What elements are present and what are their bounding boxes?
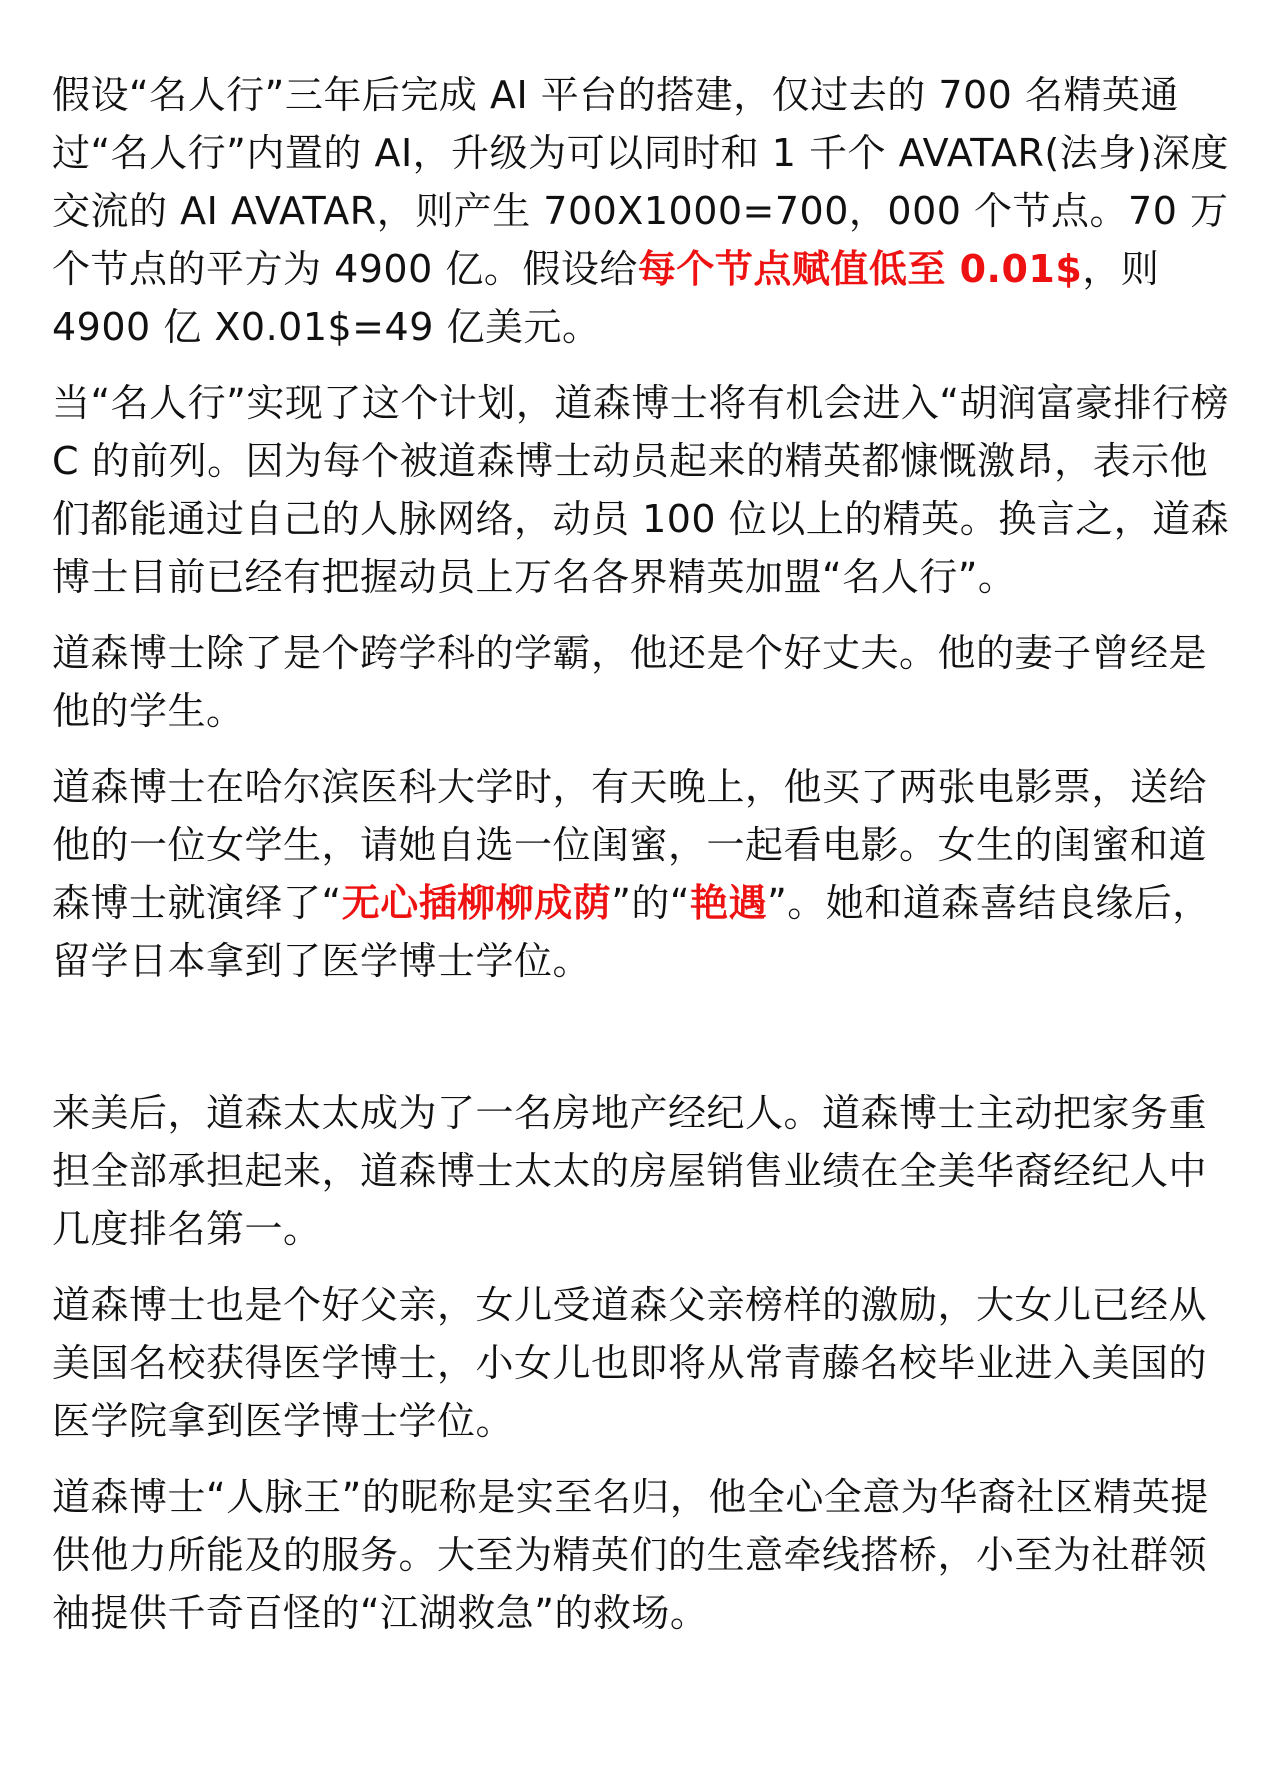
highlight-encounter: 艳遇 bbox=[690, 881, 768, 925]
paragraph-harbin-story bbox=[52, 758, 1242, 990]
paragraph-text: ，则 4900 亿 X0.01$=49 亿美元。 bbox=[52, 247, 1160, 349]
paragraph-wife-realtor: 来美后，道森太太成为了一名房地产经纪人。道森博士主动把家务重担全部承担起来，道森博士太太的房屋销售业绩在全美华裔经纪人中几度排名第一。 bbox=[52, 1091, 1208, 1251]
paragraph-good-husband: 道森博士除了是个跨学科的学霸，他还是个好丈夫。他的妻子曾经是他的学生。 bbox=[52, 631, 1208, 733]
paragraph-text: ”。她和道森喜结良缘后，留学日本拿到了医学博士学位。 bbox=[52, 881, 1211, 983]
highlight-node-value: 每个节点赋值低至 0.01$ bbox=[637, 247, 1083, 291]
paragraph-hurun-ranking: 当“名人行”实现了这个计划，道森博士将有机会进入“胡润富豪排行榜 C 的前列。因为每个被道森博士动员起来的精英都慷慨激昂，表示他们都能通过自己的人脉网络，动员 100 位以上的精英。换言之，道森博士目前已经有把握动员上万名各界精英加盟“名人行”。 bbox=[52, 381, 1230, 599]
article-body bbox=[52, 66, 1242, 1660]
paragraph-text: 道森博士在哈尔滨医科大学时，有天晚上，他买了两张电影票，送给他的一位女学生，请她自选一位闺蜜，一起看电影。女生的闺蜜和道森博士就演绎了“ bbox=[52, 765, 1208, 925]
paragraph-network-king: 道森博士“人脉王”的昵称是实至名归，他全心全意为华裔社区精英提供他力所能及的服务。大至为精英们的生意牵线搭桥，小至为社群领袖提供千奇百怪的“江湖救急”的救场。 bbox=[52, 1475, 1209, 1635]
paragraph-ai-platform-valuation bbox=[52, 66, 1242, 356]
highlight-idiom: 无心插柳柳成荫 bbox=[341, 881, 612, 925]
paragraph-good-father: 道森博士也是个好父亲，女儿受道森父亲榜样的激励，大女儿已经从美国名校获得医学博士，小女儿也即将从常青藤名校毕业进入美国的医学院拿到医学博士学位。 bbox=[52, 1283, 1208, 1443]
paragraph-text: ”的“ bbox=[611, 881, 691, 925]
paragraph-text: 假设“名人行”三年后完成 AI 平台的搭建，仅过去的 700 名精英通过“名人行”内置的 AI，升级为可以同时和 1 千个 AVATAR(法身)深度交流的 AI AVATAR，则产生 700X1000=700，000 个节点。70 万个节点的平方为 4900 亿。假设给 bbox=[52, 73, 1230, 291]
